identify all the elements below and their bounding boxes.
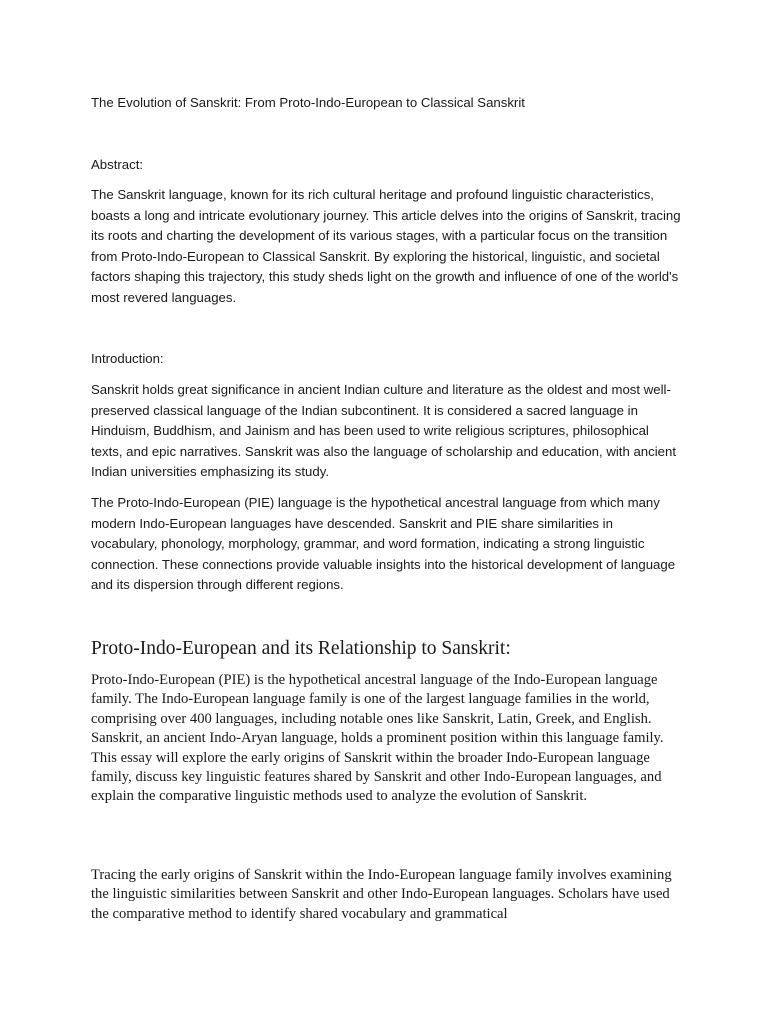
document-title: The Evolution of Sanskrit: From Proto-Indo-European to Classical Sanskrit [91,95,525,110]
introduction-label: Introduction: [91,351,164,366]
introduction-paragraph-1: Sanskrit holds great significance in ancient Indian culture and literature as the oldest and most well-preserved classical language of the Indian subcontinent. It is considered a sacred language in Hinduism, Buddhism, and Jainism and has been used to write religious scriptures, philosophical texts, and epic narratives. Sanskrit was also the language of scholarship and education, with ancient Indian universities emphasizing its study. [91,382,676,480]
pie-paragraph-2: Tracing the early origins of Sanskrit within the Indo-European language family involves examining the linguistic similarities between Sanskrit and other Indo-European languages. Scholars have used the comparative method to identify shared vocabulary and grammatical [91,867,672,922]
abstract-label: Abstract: [91,157,144,172]
introduction-paragraph-2: The Proto-Indo-European (PIE) language is the hypothetical ancestral language from which many modern Indo-European languages have descended. Sanskrit and PIE share similarities in vocabulary, phonology, morphology, grammar, and word formation, indicating a strong linguistic connection. These connections provide valuable insights into the historical development of language and its dispersion through different regions. [91,495,676,593]
abstract-paragraph: The Sanskrit language, known for its rich cultural heritage and profound linguistic characteristics, boasts a long and intricate evolutionary journey. This article delves into the origins of Sanskrit, tracing its roots and charting the development of its various stages, with a particular focus on the transition from Proto-Indo-European to Classical Sanskrit. By exploring the historical, linguistic, and societal factors shaping this trajectory, this study sheds light on the growth and influence of one of the world's most revered languages. [91,187,681,305]
section-heading-pie: Proto-Indo-European and its Relationship to Sanskrit: [91,638,511,659]
pie-paragraph-1: Proto-Indo-European (PIE) is the hypothetical ancestral language of the Indo-European language family. The Indo-European language family is one of the largest language families in the world, comprising over 400 languages, including notable ones like Sanskrit, Latin, Greek, and English. Sanskrit, an ancient Indo-Aryan language, holds a prominent position within this language family. This essay will explore the early origins of Sanskrit within the broader Indo-European language family, discuss key linguistic features shared by Sanskrit and other Indo-European languages, and explain the comparative linguistic methods used to analyze the evolution of Sanskrit. [91,672,664,805]
